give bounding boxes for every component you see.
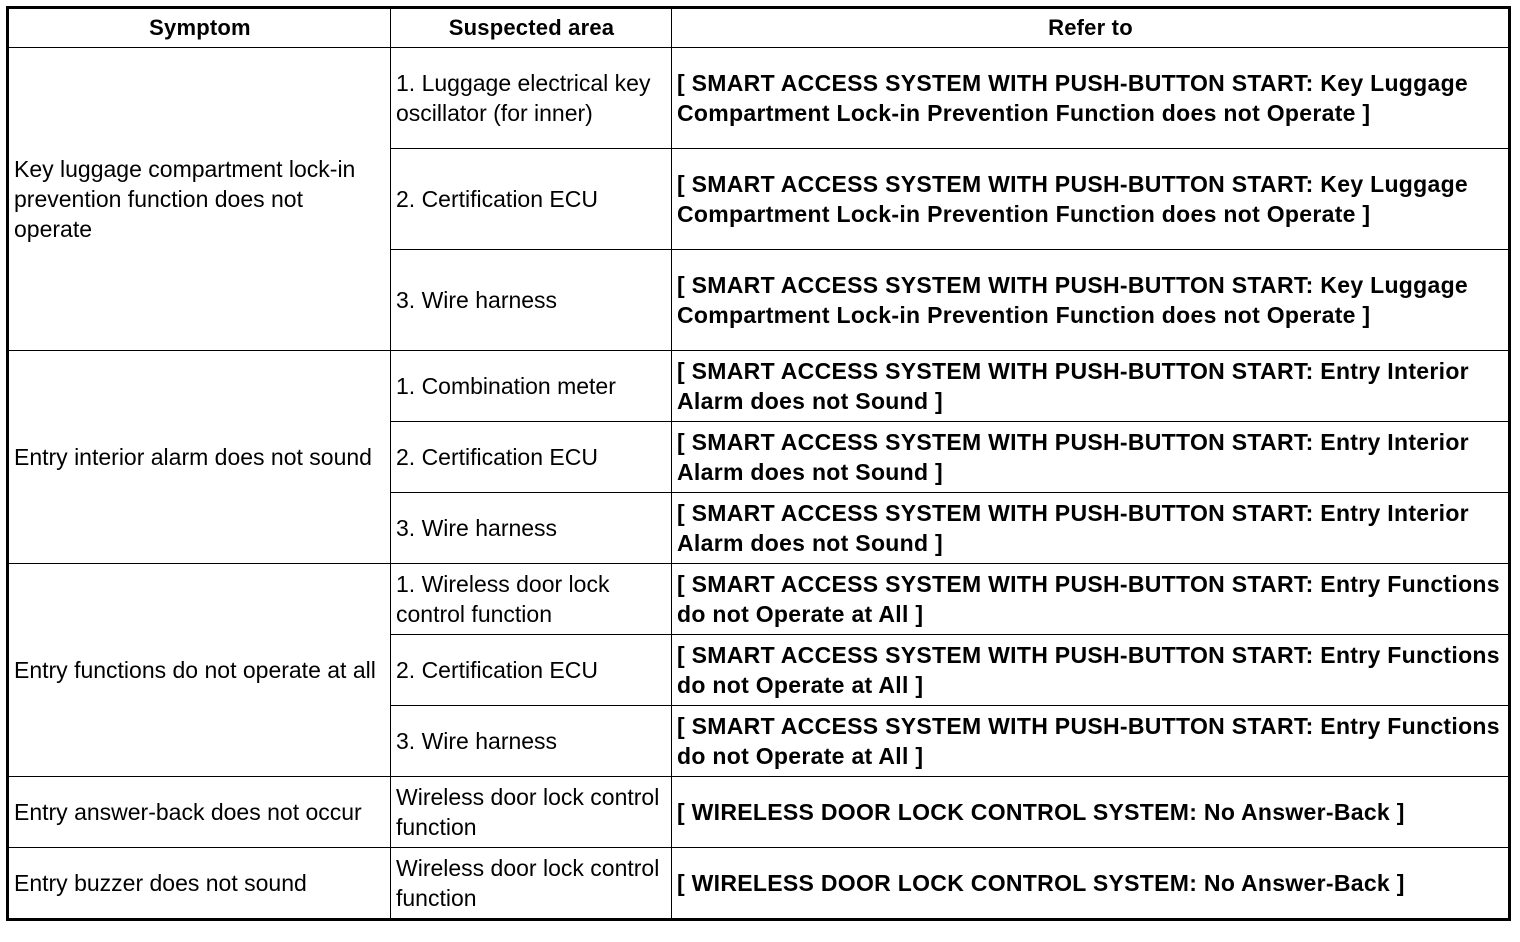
refer-to-cell: [ WIRELESS DOOR LOCK CONTROL SYSTEM: No Answer-Back ] [672, 848, 1510, 920]
suspected-area-cell: 2. Certification ECU [391, 635, 672, 706]
refer-to-cell: [ WIRELESS DOOR LOCK CONTROL SYSTEM: No Answer-Back ] [672, 777, 1510, 848]
suspected-area-cell: 3. Wire harness [391, 706, 672, 777]
problem-symptoms-table [6, 6, 1511, 921]
symptom-cell: Entry buzzer does not sound [8, 848, 391, 920]
suspected-area-cell: 1. Luggage electrical key oscillator (for inner) [391, 48, 672, 149]
suspected-area-cell: 3. Wire harness [391, 493, 672, 564]
refer-to-cell: [ SMART ACCESS SYSTEM WITH PUSH-BUTTON START: Entry Interior Alarm does not Sound ] [672, 422, 1510, 493]
table-header-row [8, 8, 1510, 48]
refer-to-cell: [ SMART ACCESS SYSTEM WITH PUSH-BUTTON START: Key Luggage Compartment Lock-in Prevention Function does not Operate ] [672, 250, 1510, 351]
refer-to-cell: [ SMART ACCESS SYSTEM WITH PUSH-BUTTON START: Entry Functions do not Operate at All ] [672, 635, 1510, 706]
symptom-cell: Entry interior alarm does not sound [8, 351, 391, 564]
table-row [8, 351, 1510, 422]
suspected-area-cell: 2. Certification ECU [391, 422, 672, 493]
suspected-area-cell: 1. Combination meter [391, 351, 672, 422]
refer-to-cell: [ SMART ACCESS SYSTEM WITH PUSH-BUTTON START: Entry Interior Alarm does not Sound ] [672, 351, 1510, 422]
table-row [8, 777, 1510, 848]
suspected-area-cell: 1. Wireless door lock control function [391, 564, 672, 635]
suspected-area-cell: Wireless door lock control function [391, 848, 672, 920]
suspected-area-cell: 2. Certification ECU [391, 149, 672, 250]
column-header-symptom: Symptom [8, 8, 391, 48]
suspected-area-cell: 3. Wire harness [391, 250, 672, 351]
table-row [8, 564, 1510, 635]
symptom-cell: Key luggage compartment lock-in prevention function does not operate [8, 48, 391, 351]
refer-to-cell: [ SMART ACCESS SYSTEM WITH PUSH-BUTTON START: Entry Functions do not Operate at All ] [672, 706, 1510, 777]
refer-to-cell: [ SMART ACCESS SYSTEM WITH PUSH-BUTTON START: Entry Interior Alarm does not Sound ] [672, 493, 1510, 564]
symptom-cell: Entry functions do not operate at all [8, 564, 391, 777]
refer-to-cell: [ SMART ACCESS SYSTEM WITH PUSH-BUTTON START: Entry Functions do not Operate at All ] [672, 564, 1510, 635]
symptom-cell: Entry answer-back does not occur [8, 777, 391, 848]
column-header-refer-to: Refer to [672, 8, 1510, 48]
refer-to-cell: [ SMART ACCESS SYSTEM WITH PUSH-BUTTON START: Key Luggage Compartment Lock-in Prevention Function does not Operate ] [672, 48, 1510, 149]
column-header-suspected-area: Suspected area [391, 8, 672, 48]
table-row [8, 48, 1510, 149]
suspected-area-cell: Wireless door lock control function [391, 777, 672, 848]
refer-to-cell: [ SMART ACCESS SYSTEM WITH PUSH-BUTTON START: Key Luggage Compartment Lock-in Prevention Function does not Operate ] [672, 149, 1510, 250]
table-row [8, 848, 1510, 920]
